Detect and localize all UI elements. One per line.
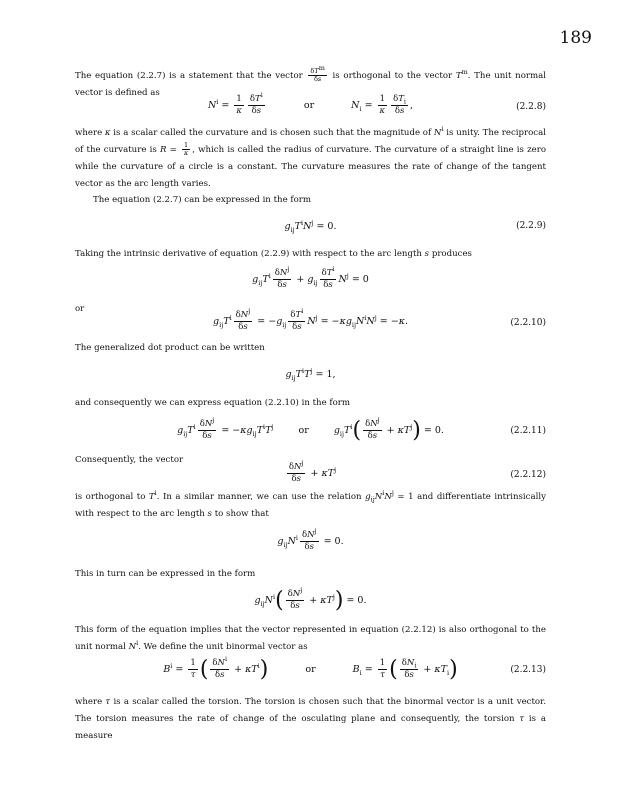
paragraph-p9: is orthogonal to $T^i$. In a similar manner, we can use the relation $g_{ij}N^iN^j = 1$ and differentiate intrinsically with respect to the arc length s to show that	[75, 489, 546, 519]
paragraph-p10: This in turn can be expressed in the form	[75, 569, 256, 579]
equation-number: (2.2.13)	[510, 665, 546, 675]
paragraph-p5: or	[75, 304, 85, 314]
equation-number: (2.2.10)	[510, 318, 546, 328]
equation-dot-product: $g_{ij}T^iT^j = 1$,	[285, 366, 336, 382]
paragraph-p11: This form of the equation implies that the vector represented in equation (2.2.12) is also orthogonal to the unit normal $N^i$. We define the unit binormal vector as	[75, 625, 546, 652]
paragraph-p6: The generalized dot product can be written	[75, 343, 265, 353]
equation-2-2-13: $B^i$ = $\frac{1}{\tau}$ ( $\frac{\delta N^i}{\delta s}$ + $\kappa T^i$) or $B_i$ = $\frac{1}{\tau}$ ( $\frac{\delta N_i}{\delta s}$ + $\kappa T_i$) (2.2.13)	[163, 655, 546, 682]
page-number: 189	[559, 28, 592, 48]
equation-normal-derivative: $g_{ij}N^i$ $\frac{\delta N^j}{\delta s}$ = 0.	[277, 527, 344, 552]
equation-2-2-9: $g_{ij}T^iN^j = 0$. (2.2.9)	[284, 218, 546, 234]
equation-number: (2.2.11)	[510, 426, 546, 436]
or-word: or	[298, 425, 309, 436]
paragraph-p12: where τ is a scalar called the torsion. The torsion is chosen such that the binormal vector is a unit vector. The torsion measures the rate of change of the osculating plane and consequently, the torsion τ is a measure	[75, 697, 546, 741]
equation-number: (2.2.8)	[516, 102, 546, 112]
paragraph-p3: The equation (2.2.7) can be expressed in the form	[93, 195, 311, 205]
paragraph-p2: where κ is a scalar called the curvature and is chosen such that the magnitude of $N^i$ is unity. The reciprocal of the curvature is R = $\frac{1}{\kappa}$ , which is called the radius of curvature. The curvature of a straight line is zero while the curvature of a circle is a constant. The curvature measures the rate of change of the tangent vector as the arc length varies.	[75, 125, 546, 189]
equation-2-2-12: $\frac{\delta N^j}{\delta s}$ + $\kappa T^j$ (2.2.12)	[288, 459, 546, 484]
equation-2-2-10: $g_{ij}T^i$ $\frac{\delta N^j}{\delta s}$ = $-g_{ij}$ $\frac{\delta T^i}{\delta s}$ $N^j = -\kappa g_{ij}N^iN^j = -\kappa$. (2.2.10)	[213, 307, 546, 332]
or-word: or	[305, 664, 316, 675]
equation-number: (2.2.12)	[510, 470, 546, 480]
equation-number: (2.2.9)	[516, 221, 546, 231]
paragraph-p8: Consequently, the vector	[75, 455, 184, 465]
equation-normal-form: $g_{ij}N^i$( $\frac{\delta N^j}{\delta s}$ + $\kappa T^j) = 0$.	[254, 586, 367, 613]
paragraph-p4: Taking the intrinsic derivative of equation (2.2.9) with respect to the arc length s produces	[75, 249, 472, 259]
equation-2-2-8: $N^i$ = $\frac{1}{\kappa}$ $\frac{\delta T^i}{\delta s}$ or $N_i$ = $\frac{1}{\kappa}$ $\frac{\delta T_i}{\delta s}$ , (2.2.8)	[207, 91, 546, 116]
or-word: or	[303, 100, 315, 111]
equation-2-2-11: $g_{ij}T^i$ $\frac{\delta N^j}{\delta s}$ = $-\kappa g_{ij}T^iT^j$ or $g_{ij}T^i$( $\frac{\delta N^j}{\delta s}$ + $\kappa T^j) = 0$. (2.2.11)	[177, 416, 546, 443]
equation-intrinsic-derivative: $g_{ij}T^i$ $\frac{\delta N^j}{\delta s}$ + $g_{ij}$ $\frac{\delta T^i}{\delta s}$ $N^j = 0$	[252, 265, 369, 290]
paragraph-p7: and consequently we can express equation (2.2.10) in the form	[75, 398, 350, 408]
paragraph-p1: The equation (2.2.7) is a statement that the vector $\frac{\delta T^m}{\delta s}$ is orthogonal to the vector $T^m$. The unit normal vector is defined as	[75, 64, 547, 99]
